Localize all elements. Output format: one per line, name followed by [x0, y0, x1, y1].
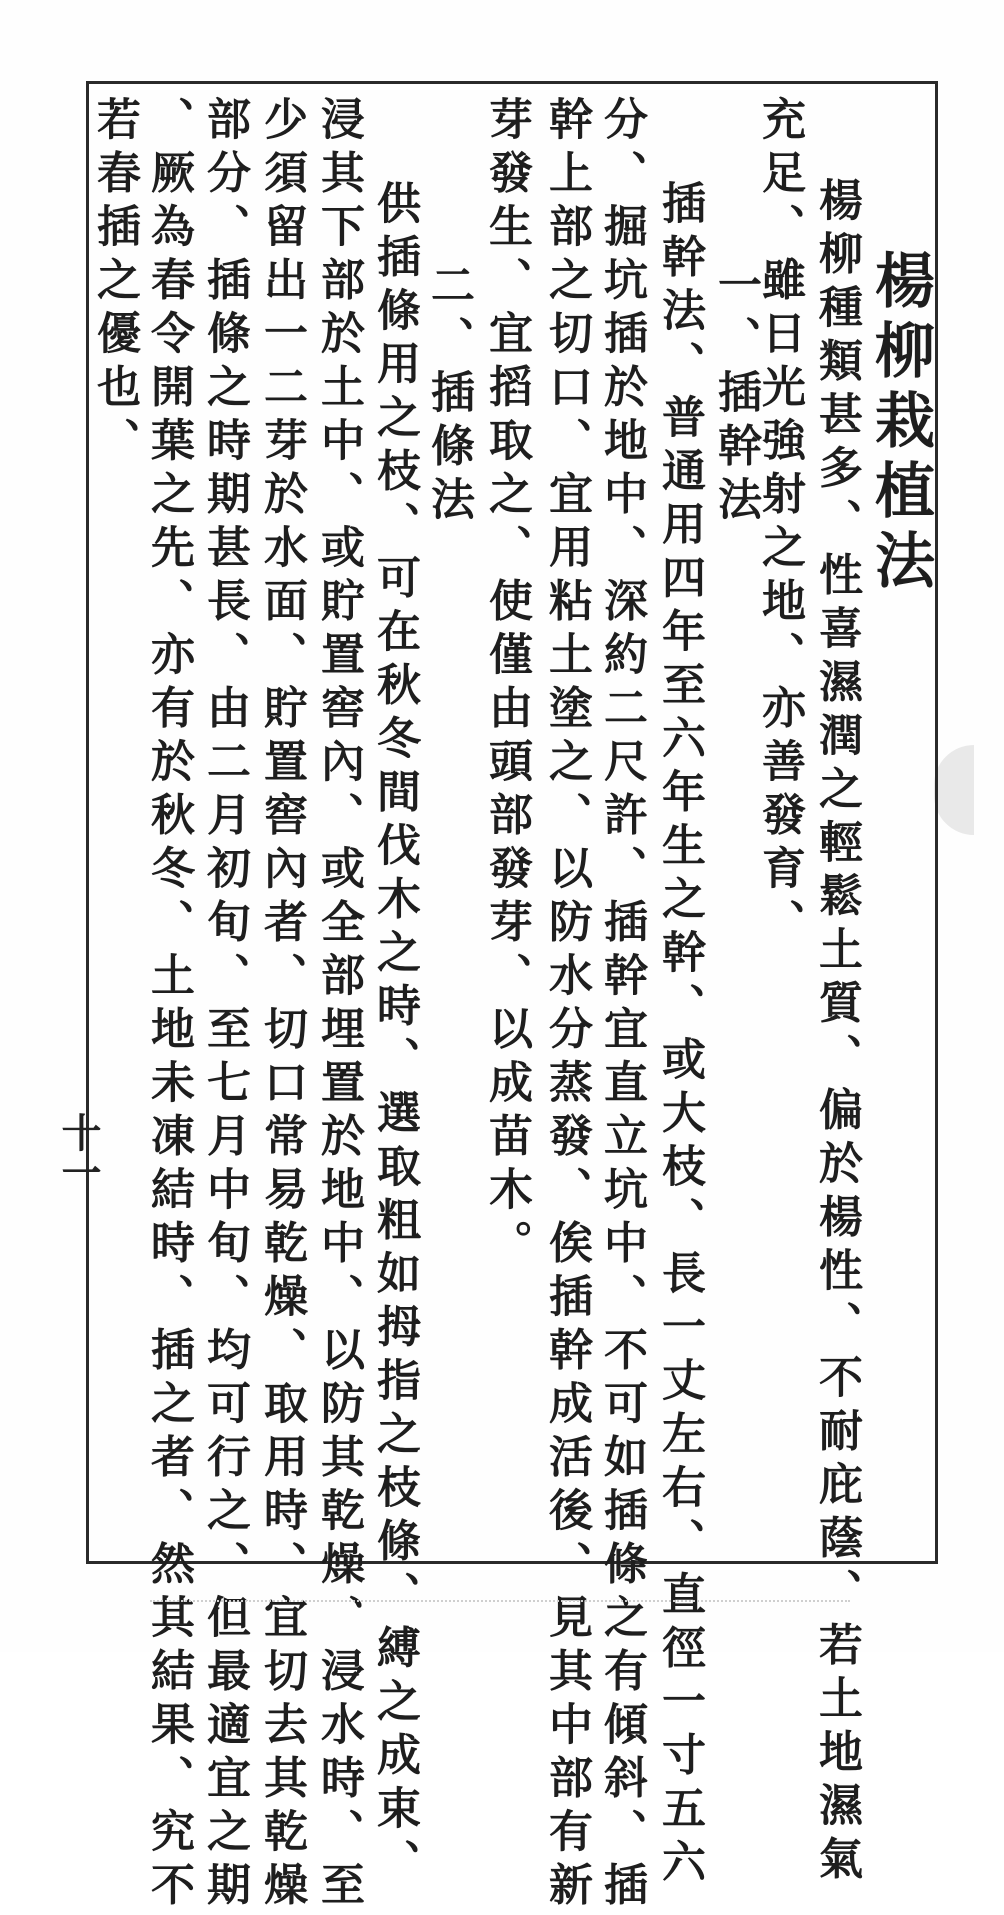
- text-column-5: 幹上部之切口、宜用粘土塗之、以防水分蒸發、俟插幹成活後、見其中部有新: [541, 96, 592, 1915]
- text-column-1: 楊柳種類甚多、性喜濕潤之輕鬆土質、偏於楊性、不耐庇蔭、若土地濕氣: [811, 177, 862, 1889]
- bottom-scan-dots: [150, 1600, 850, 1604]
- text-column-3: 插幹法、普通用四年至六年生之幹、或大枝、長一丈左右、直徑一寸五六: [654, 180, 705, 1892]
- text-column-9: 少須留出一二芽於水面、貯置窖內者、切口常易乾燥、取用時、宜切去其乾燥: [256, 96, 307, 1915]
- text-column-12: 若春插之優也、: [89, 96, 140, 471]
- text-column-7: 供插條用之枝、可在秋冬間伐木之時、選取粗如拇指之枝條、縛之成束、: [369, 180, 420, 1892]
- text-column-11: 、厥為春令開葉之先、亦有於秋冬、土地未凍結時、插之者、然其結果、究不: [143, 96, 194, 1915]
- document-title: 楊柳栽植法: [865, 249, 935, 599]
- text-column-2: 充足、雖日光強射之地、亦善發育、: [754, 96, 805, 952]
- text-column-8: 浸其下部於土中、或貯置窖內、或全部埋置於地中、以防其乾燥、浸水時、至: [313, 96, 364, 1915]
- text-column-10: 部分、插條之時期甚長、由二月初旬、至七月中旬、均可行之、但最適宜之期: [199, 96, 250, 1915]
- text-column-4: 分、掘坑插於地中、深約二尺許、插幹宜直立坑中、不可如插條之有傾斜、插: [596, 96, 647, 1915]
- page-number: 十一: [55, 1112, 102, 1192]
- text-column-6: 芽發生、宜搯取之、使僅由頭部發芽、以成苗木。: [481, 96, 532, 1273]
- text-frame: [86, 81, 938, 1915]
- section-heading-2: 二、插條法: [423, 262, 474, 530]
- scan-edge-shadow: [934, 745, 974, 835]
- section-heading-1: 一、插幹法: [710, 262, 761, 530]
